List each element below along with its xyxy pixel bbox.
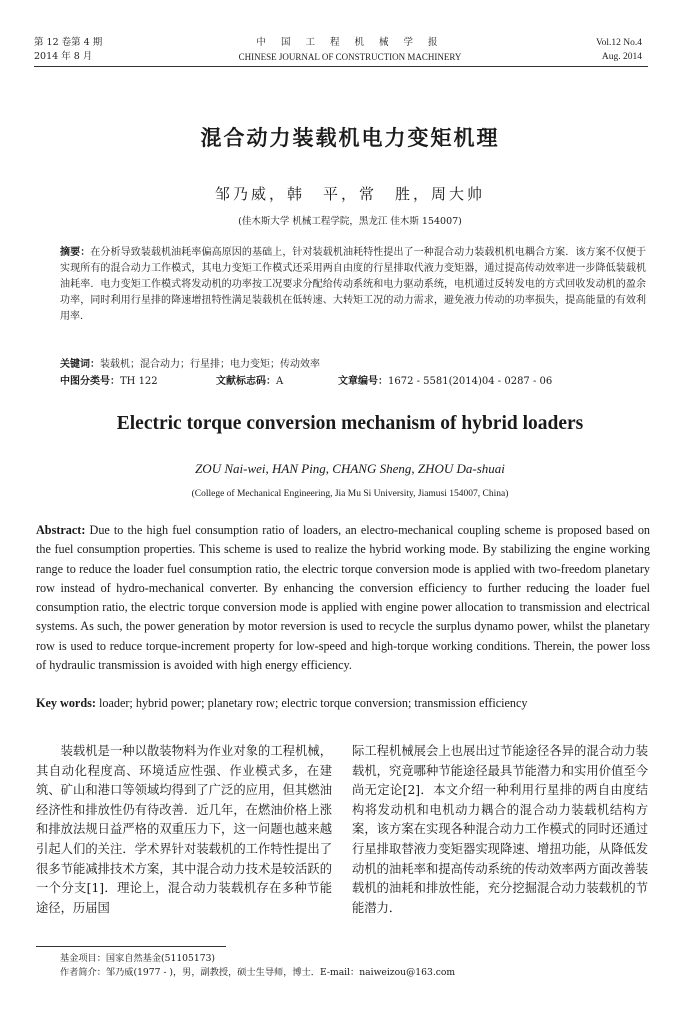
doc-value: A [276,376,284,387]
body-column-left: 装载机是一种以散装物料为作业对象的工程机械，其自动化程度高、环境适应性强、作业模式多，在建筑、矿山和港口等领域均得到了广泛的应用，但其燃油经济性和排放性仍有待改善．近几年，在燃油价格上涨和排放法规日益严格的双重压力下，这一问题也越来越引起人们的关注．学术界针对装载机的工作特性提出了很多节能减排技术方案，其中混合动力技术是较活跃的一个分支[1]．理论上，混合动力装载机存在多种节能途径，历届国 [36,744,332,915]
art-value: 1672 - 5581(2014)04 - 0287 - 06 [388,376,553,387]
keywords-cn-label: 关键词： [60,359,100,370]
paper-title-en: Electric torque conversion mechanism of hybrid loaders [116,413,584,434]
keywords-en [36,694,650,713]
doc-label: 文献标志码： [216,376,276,387]
header-rule [34,66,648,67]
abstract-en-label: Abstract: [36,523,86,537]
authors-cn: 邹乃威，韩 平，常 胜，周大帅 [214,185,485,203]
header-volume-en [596,36,642,64]
footnote-fund: 基金项目：国家自然基金(51105173) [60,953,215,964]
art-label: 文章编号： [338,376,388,387]
clc-code [60,374,158,390]
journal-name-cn: 中 国 工 程 机 械 学 报 [256,37,444,48]
keywords-cn [60,357,646,373]
article-number [338,374,552,390]
keywords-en-text: loader; hybrid power; planetary row; electric torque conversion; transmission efficiency [98,696,528,710]
abstract-en [36,521,650,675]
paper-title-cn: 混合动力装载机电力变矩机理 [200,126,500,150]
keywords-cn-text: 装载机；混合动力；行星排；电力变矩；传动效率 [100,359,320,370]
header-volume: 第 12 卷第 4 期 [34,37,103,48]
clc-value: TH 122 [120,376,158,387]
keywords-en-label: Key words: [36,696,96,710]
footnote-author: 作者简介：邹乃威(1977 - )，男，副教授，硕士生导师，博士．E-mail：naiweizou@163.com [60,967,456,978]
abstract-cn-label: 摘要： [60,247,91,258]
document-code [216,374,283,390]
authors-en: ZOU Nai-wei, HAN Ping, CHANG Sheng, ZHOU Da-shuai [195,461,505,476]
footnote-rule [36,946,226,947]
header-month: Aug. 2014 [601,52,642,62]
clc-label: 中图分类号： [60,376,120,387]
header-vol-no: Vol.12 No.4 [595,38,642,48]
body-column-right: 际工程机械展会上也展出过节能途径各异的混合动力装载机，究竟哪种节能途径最具节能潜力和实用价值至今尚无定论[2]．本文介绍一种利用行星排的两自由度结构将发动机和电机动力耦合的混合动力装载机结构方案，该方案在实现各种混合动力工作模式的同时还通过行星排取替液力变矩器实现降速、增扭功能，从降低发动机的油耗率和提高传动系统的传动效率两方面改善装载机的油耗和排放性能，充分挖掘混合动力装载机的节能潜力． [352,744,648,915]
abstract-cn-text: 在分析导致装载机油耗率偏高原因的基础上，针对装载机油耗特性提出了一种混合动力装载机机电耦合方案．该方案不仅便于实现所有的混合动力工作模式，其电力变矩工作模式还采用两自由度的行星排取代液力变矩器，通过提高传动效率进一步降低装载机油耗率．电力变矩工作模式将发动机的功率按工况要求分配给传动系统和电力驱动系统，电机通过反转发电的方式回收发动机的盈余功率，同时利用行星排的降速增扭特性满足装载机在低转速、大转矩工况的动力需求，避免液力传动的功率损失，提高能量的有效利用率． [60,247,647,322]
affiliation-en: (College of Mechanical Engineering, Jia Mu Si University, Jiamusi 154007, China) [191,489,509,499]
affiliation-cn: (佳木斯大学 机械工程学院，黑龙江 佳木斯 154007) [238,216,462,227]
header-date: 2014 年 8 月 [34,51,93,62]
abstract-en-text: Due to the high fuel consumption ratio of loaders, an electro-mechanical coupling scheme is proposed based on the fuel consumption properties. This scheme is used to realize the hybrid working mode. By stabilizing the engine working range to reduce the loader fuel consumption ratio, the electric torque conversion mode is applied with two-freedom planetary row instead of hydro-mechanical converter. By enhancing the conversion efficiency to further reducing the loader fuel consumption ratio, the electric torque conversion mode is applied with engine power allocation to transmission and electrical systems. As such, the power generation by motor reversion is used to recycle the surplus dynamo power, whilst the planetary row is used to reduce torque-increment property for low-speed and high-torque working conditions. Therein, the power loss of hydraulic transmission is avoided with high energy efficiency. [36,523,651,673]
abstract-cn [60,245,646,325]
journal-name-en: CHINESE JOURNAL OF CONSTRUCTION MACHINERY [238,52,462,62]
